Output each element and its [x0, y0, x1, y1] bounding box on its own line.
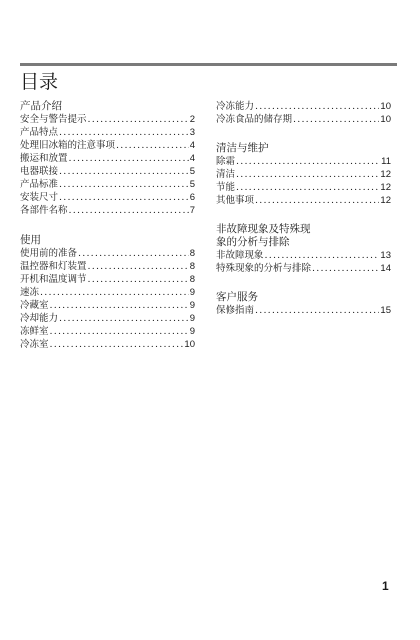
toc-entry[interactable]: [20, 165, 195, 178]
dot-leader: [40, 286, 189, 299]
toc-left-column: [20, 99, 195, 351]
toc-entry-page: 9: [189, 326, 195, 337]
toc-entry[interactable]: [20, 286, 195, 299]
toc-entry[interactable]: [20, 152, 195, 165]
toc-section-cleaning: [216, 141, 391, 207]
dot-leader: [59, 165, 189, 178]
toc-entry-page: 14: [380, 263, 391, 274]
dot-leader: [88, 113, 189, 126]
dot-leader: [59, 191, 189, 204]
toc-entry[interactable]: [20, 247, 195, 260]
toc-section-usage: [20, 233, 195, 351]
toc-entry-label: 处理旧冰箱的注意事项: [20, 140, 116, 151]
toc-entry-label: 产品特点: [20, 127, 59, 138]
dot-leader: [50, 338, 184, 351]
toc-entry-label: 冷藏室: [20, 300, 49, 311]
toc-entry-label: 冷冻室: [20, 339, 49, 350]
toc-list: [20, 247, 195, 351]
toc-entry-label: 搬运和放置: [20, 153, 68, 164]
dot-leader: [69, 204, 189, 217]
toc-entry-label: 其他事项: [216, 195, 255, 206]
toc-entry-page: 9: [189, 300, 195, 311]
toc-entry[interactable]: [20, 312, 195, 325]
toc-entry[interactable]: [20, 260, 195, 273]
toc-entry-label: 安装尺寸: [20, 192, 59, 203]
toc-entry-page: 10: [184, 339, 195, 350]
toc-entry[interactable]: [20, 299, 195, 312]
toc-entry-page: 11: [381, 156, 391, 167]
toc-entry-label: 冷却能力: [20, 313, 59, 324]
toc-entry-page: 3: [189, 127, 195, 138]
toc-entry[interactable]: [216, 262, 391, 275]
toc-entry-label: 安全与警告提示: [20, 114, 87, 125]
toc-entry-page: 5: [189, 179, 195, 190]
toc-entry-label: 速冻: [20, 287, 40, 298]
toc-entry-label: 冷冻能力: [216, 101, 255, 112]
toc-entry-page: 6: [189, 192, 195, 203]
toc-entry-label: 电器联接: [20, 166, 59, 177]
dot-leader: [255, 304, 379, 317]
toc-entry-page: 4: [189, 153, 195, 164]
toc-entry[interactable]: [20, 338, 195, 351]
toc-entry-page: 9: [189, 287, 195, 298]
toc-entry-label: 除霜: [216, 156, 236, 167]
dot-leader: [59, 126, 189, 139]
toc-entry-page: 8: [189, 274, 195, 285]
title-rule: [20, 63, 397, 66]
toc-entry[interactable]: [20, 204, 195, 217]
toc-entry[interactable]: [20, 139, 195, 152]
toc-entry-label: 节能: [216, 182, 236, 193]
toc-entry-label: 使用前的准备: [20, 248, 78, 259]
toc-entry-label: 冷冻食品的储存期: [216, 114, 293, 125]
toc-entry-label: 特殊现象的分析与排除: [216, 263, 312, 274]
dot-leader: [255, 100, 379, 113]
toc-entry[interactable]: [20, 273, 195, 286]
toc-entry-label: 保修指南: [216, 305, 255, 316]
toc-list: [216, 249, 391, 275]
toc-entry-page: 9: [189, 313, 195, 324]
toc-entry-page: 15: [380, 305, 391, 316]
toc-entry-page: 12: [380, 182, 391, 193]
toc-entry[interactable]: [216, 181, 391, 194]
dot-leader: [265, 249, 380, 262]
dot-leader: [50, 299, 189, 312]
toc-list: [216, 304, 391, 317]
section-heading: 清洁与维护: [216, 142, 269, 154]
toc-section-customer-service: [216, 290, 391, 317]
toc-entry-page: 5: [189, 166, 195, 177]
dot-leader: [88, 273, 189, 286]
toc-entry[interactable]: [20, 191, 195, 204]
dot-leader: [236, 155, 380, 168]
toc-entry[interactable]: [216, 304, 391, 317]
toc-entry-page: 10: [380, 114, 391, 125]
section-spacer: [216, 275, 391, 290]
section-heading-line-1: 非故障现象及特殊现: [216, 223, 311, 235]
toc-entry-page: 13: [380, 250, 391, 261]
toc-section-usage-continued: [216, 99, 391, 126]
section-heading: 客户服务: [216, 291, 258, 303]
toc-entry[interactable]: [20, 178, 195, 191]
dot-leader: [78, 247, 189, 260]
dot-leader: [293, 113, 379, 126]
dot-leader: [255, 194, 379, 207]
toc-list: [216, 155, 391, 207]
toc-entry-page: 7: [189, 205, 195, 216]
toc-entry-page: 12: [380, 195, 391, 206]
toc-entry-page: 8: [189, 248, 195, 259]
toc-entry-label: 冻鲜室: [20, 326, 49, 337]
page-number: 1: [382, 579, 389, 593]
dot-leader: [50, 325, 189, 338]
toc-section-product-intro: [20, 99, 195, 217]
toc-section-troubleshooting: [216, 222, 391, 275]
toc-entry[interactable]: [20, 113, 195, 126]
toc-entry-label: 温控器和灯装置: [20, 261, 87, 272]
toc-entry-page: 8: [189, 261, 195, 272]
toc-right-column: [216, 99, 391, 317]
toc-entry-label: 非故障现象: [216, 250, 264, 261]
dot-leader: [88, 260, 189, 273]
toc-entry-label: 开机和温度调节: [20, 274, 87, 285]
toc-entry-page: 2: [189, 114, 195, 125]
dot-leader: [116, 139, 189, 152]
dot-leader: [236, 181, 379, 194]
page-title: 目录: [20, 71, 59, 93]
toc-entry[interactable]: [216, 168, 391, 181]
section-heading: 使用: [20, 234, 41, 246]
toc-entry[interactable]: [216, 249, 391, 262]
toc-entry[interactable]: [216, 100, 391, 113]
dot-leader: [69, 152, 189, 165]
toc-entry[interactable]: [216, 194, 391, 207]
toc-entry-page: 4: [189, 140, 195, 151]
section-heading-line-2: 象的分析与排除: [216, 236, 290, 248]
dot-leader: [236, 168, 379, 181]
toc-entry-page: 12: [380, 169, 391, 180]
toc-entry[interactable]: [216, 155, 391, 168]
section-spacer: [20, 217, 195, 233]
toc-list: [20, 113, 195, 217]
section-heading: 产品介绍: [20, 100, 62, 112]
section-spacer: [216, 207, 391, 222]
dot-leader: [312, 262, 379, 275]
section-spacer: [216, 126, 391, 141]
dot-leader: [59, 312, 189, 325]
toc-entry-label: 清洁: [216, 169, 236, 180]
toc-entry[interactable]: [216, 113, 391, 126]
toc-entry-label: 产品标准: [20, 179, 59, 190]
dot-leader: [59, 178, 189, 191]
toc-list: [216, 100, 391, 126]
toc-entry-label: 各部件名称: [20, 205, 68, 216]
toc-entry[interactable]: [20, 126, 195, 139]
toc-entry[interactable]: [20, 325, 195, 338]
toc-entry-page: 10: [380, 101, 391, 112]
